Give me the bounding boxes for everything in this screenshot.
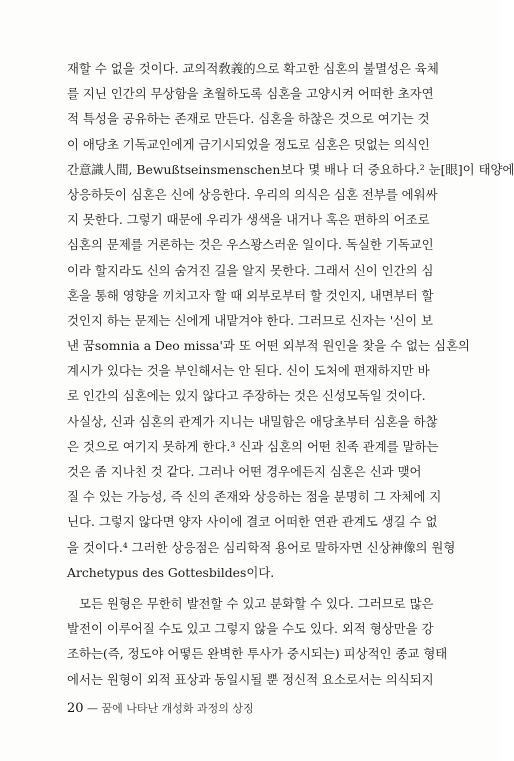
text-line: 사실상, 신과 심혼의 관계가 지니는 내밀함은 애당초부터 심혼을 하찮: [67, 413, 438, 429]
text-line: 혼을 통해 영향을 끼치고자 할 때 외부로부터 할 것인지, 내면부터 할: [67, 287, 434, 303]
text-line: 발전이 이루어질 수도 있고 그렇지 않을 수도 있다. 외적 형상만을 강: [67, 621, 434, 637]
text-line: Archetypus des Gottesbildes이다.: [67, 564, 275, 580]
text-line: 낸 꿈somnia a Deo missa'과 또 어떤 외부적 원인을 찾을 수 없는 심혼의: [67, 338, 470, 354]
text-line: 심혼의 문제를 거론하는 것은 우스꽝스러운 일이다. 독실한 기독교인: [67, 237, 434, 253]
text-line: 간意識人間, Bewußtseinsmenschen보다 몇 배나 더 중요하다.² 눈[眼]이 태양에: [67, 161, 514, 177]
text-line: 로 인간의 심혼에는 있지 않다고 주장하는 것은 신성모독일 것이다.: [67, 388, 426, 404]
body-text: [67, 56, 514, 692]
paragraph-2: [67, 591, 448, 692]
text-line: 은 것으로 여기지 못하게 한다.³ 신과 심혼의 어떤 친족 관계를 말하는: [67, 438, 439, 454]
text-line: 를 지닌 인간의 무상함을 초월하도록 심혼을 고양시켜 어떠한 초자연: [67, 86, 434, 102]
text-line: 지 못한다. 그렇기 때문에 우리가 생색을 내거나 혹은 편하의 어조로: [67, 212, 430, 228]
text-line: 상응하듯이 심혼은 신에 상응한다. 우리의 의식은 심혼 전부를 에워싸: [67, 186, 438, 202]
text-line: 계시가 있다는 것을 부인해서는 안 된다. 신이 도처에 편재하지만 바: [67, 363, 430, 379]
page-footer: [67, 700, 254, 716]
footer-dash: —: [87, 702, 99, 715]
text-line: 질 수 있는 가능성, 즉 신의 존재와 상응하는 점을 분명히 그 자체에 지: [67, 489, 442, 505]
text-line: 것인지 하는 문제는 신에게 내맡겨야 한다. 그러므로 신자는 '신이 보: [67, 312, 433, 328]
running-title: 꿈에 나타난 개성화 과정의 상징: [101, 702, 254, 715]
text-line: 것은 좀 지나친 것 같다. 그러나 어떤 경우에든지 심혼은 신과 맺어: [67, 464, 422, 479]
text-line: 에서는 원형이 외적 표상과 동일시될 뿐 정신적 요소로서는 의식되지: [67, 671, 434, 687]
text-line: 적 특성을 공유하는 존재로 만든다. 심혼을 하찮은 것으로 여기는 것: [67, 111, 430, 127]
text-line: 이라 할지라도 신의 숨겨진 길을 알지 못한다. 그래서 신이 인간의 심: [67, 262, 434, 278]
text-line: 닌다. 그렇지 않다면 양자 사이에 결코 어떠한 연관 관계도 생길 수 없: [67, 514, 438, 530]
text-line: 모든 원형은 무한히 발전할 수 있고 분화할 수 있다. 그러므로 많은: [79, 595, 434, 611]
text-line: 을 것이다.⁴ 그러한 상응점은 심리학적 용어로 말하자면 신상神像의 원형: [67, 539, 456, 555]
text-line: 조하는(즉, 정도야 어떻든 완벽한 투사가 중시되는) 피상적인 종교 형태: [67, 646, 448, 662]
text-line: 이 애당초 기독교인에게 금기시되었을 정도로 심혼은 덧없는 의식인: [67, 136, 430, 152]
paragraph-1: [67, 56, 514, 585]
text-line: 재할 수 없을 것이다. 교의적敎義的으로 확고한 심혼의 불멸성은 육체: [67, 61, 439, 76]
page-number: 20: [67, 701, 84, 716]
